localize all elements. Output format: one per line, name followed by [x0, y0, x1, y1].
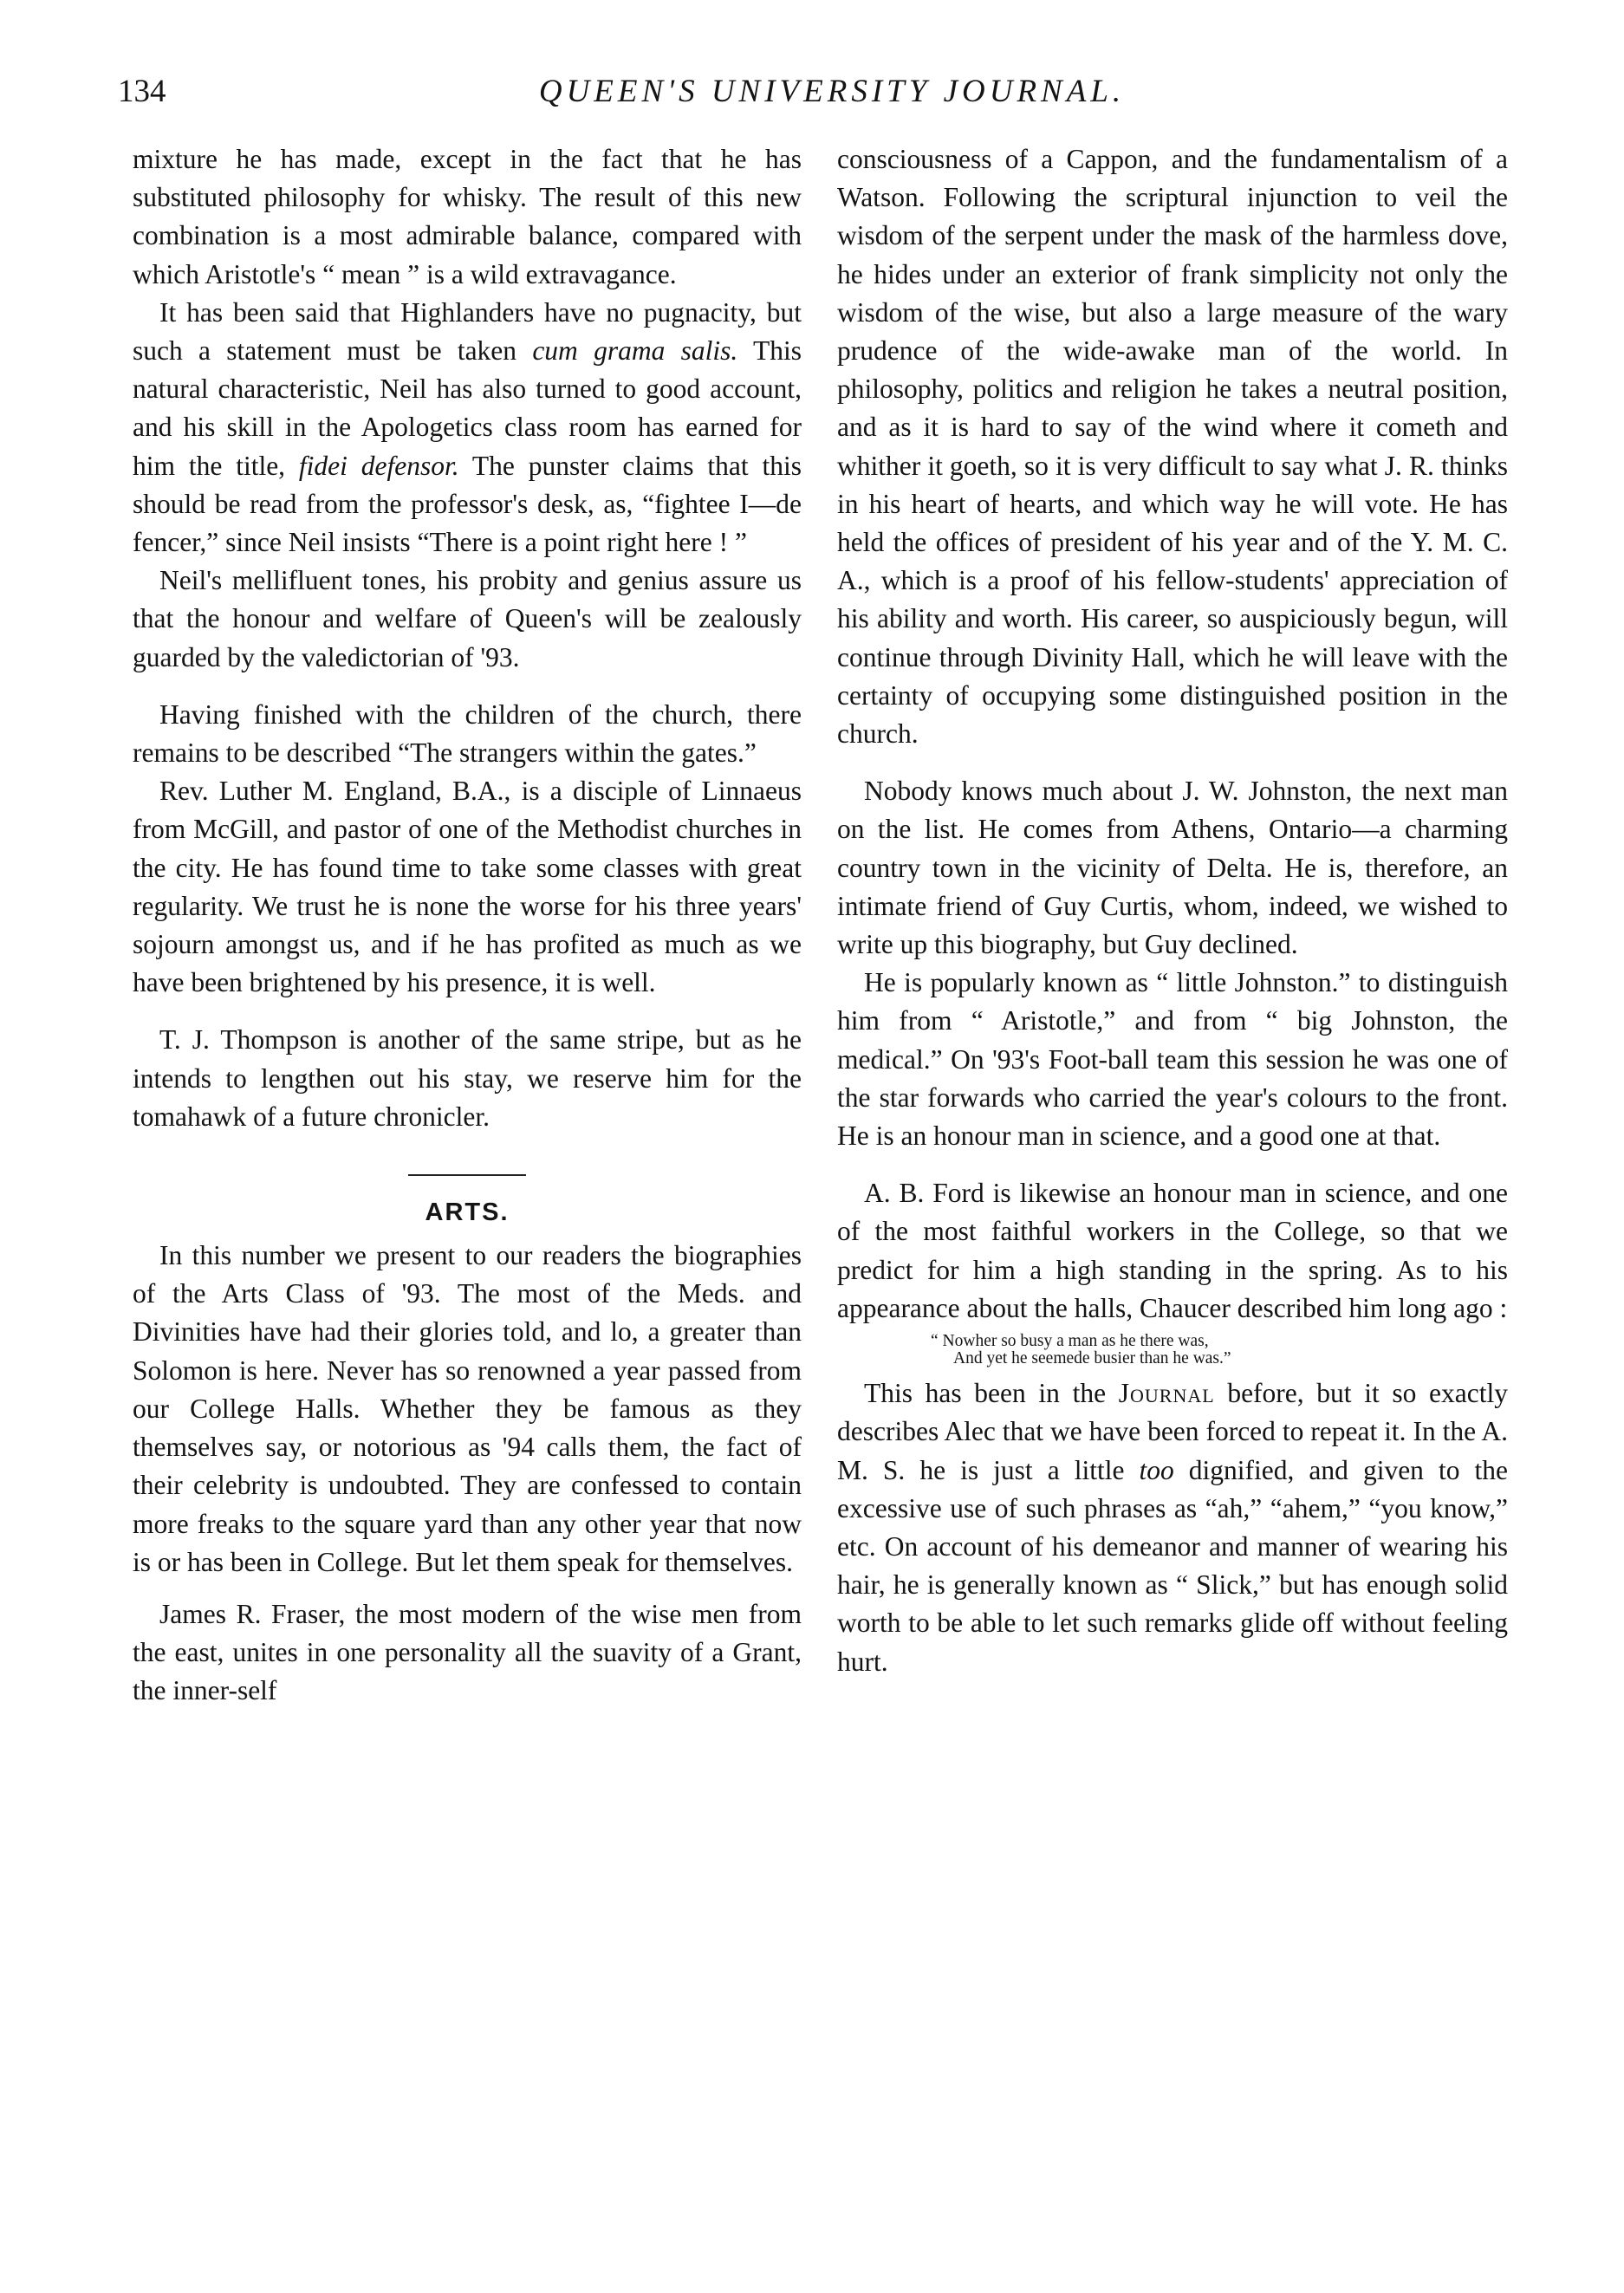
paragraph: Neil's mellifluent tones, his probity and genius assure us that the honour and welfare of Queen's will be zealously guarded by the valedictorian of '93. [133, 565, 802, 672]
latin-phrase: cum grama salis. [532, 335, 738, 367]
paragraph: A. B. Ford is likewise an honour man in science, and one of the most faithful workers in the College, so that we predict for him a high standing in the spring. As to his appearance about the halls, Chaucer described him long ago : [837, 1178, 1508, 1323]
paragraph-text: before, but it so exactly describes Alec that we have been forced to repeat it. In the A. M. S. he is just a little [837, 1378, 1508, 1485]
paragraph: Nobody knows much about J. W. Johnston, the next man on the list. He comes from Athens, Ontario—a charming country town in the vicinity of Delta. He is, therefore, an intimate friend of Guy Curtis, whom, indeed, we wished to write up this biography, but Guy declined. [837, 776, 1508, 960]
quote-line: “ Nowher so busy a man as he there was, [931, 1332, 1209, 1351]
paragraph: consciousness of a Cappon, and the fundamentalism of a Watson. Following the scriptural injunction to veil the wisdom of the serpent under the mask of the harmless dove, he hides under an exterior of frank simplicity not only the wisdom of the wise, but also a large measure of the wary prudence of the wide-awake man of the world. In philosophy, politics and religion he takes a neutral position, and as it is hard to say of the wind where it cometh and whither it goeth, so it is very difficult to say what J. R. thinks in his heart of hearts, and which way he will vote. He has held the offices of president of his year and of the Y. M. C. A., which is a proof of his fellow-students' appreciation of his ability and worth. His career, so auspiciously begun, will continue through Divinity Hall, which he will leave with the certainty of occupying some distinguished position in the church. [837, 144, 1508, 750]
left-column [133, 140, 802, 1711]
journal-name: Journal [1118, 1378, 1215, 1409]
paragraph-text: It has been said that Highlanders have no pugnacity, but such a statement must be taken [133, 296, 802, 367]
paragraph: mixture he has made, except in the fact that he has substituted philosophy for whisky. The result of this new combination is a most admirable balance, compared with which Aristotle's “ mean ” is a wild extravagance. [133, 144, 802, 289]
emphasis: too [1139, 1454, 1174, 1485]
right-column [837, 140, 1508, 1681]
paragraph: Rev. Luther M. England, B.A., is a disciple of Linnaeus from McGill, and pastor of one of the Methodist churches in the city. He has found time to take some classes with great regularity. We trust he is none the worse for his three years' sojourn amongst us, and if he has profited as much as we have been brightened by his presence, it is well. [133, 776, 802, 998]
paragraph: T. J. Thompson is another of the same stripe, but as he intends to lengthen out his stay, we reserve him for the tomahawk of a future chronicler. [133, 1024, 802, 1132]
quote-line: And yet he seemede busier than he was.” [953, 1349, 1231, 1368]
paragraph: James R. Fraser, the most modern of the wise men from the east, unites in one personality all the suavity of a Grant, the inner-self [133, 1598, 802, 1706]
paragraph-text: dignified, and given to the excessive use of such phrases as “ah,” “ahem,” “you know,” etc. On account of his demeanor and manner of wearing his hair, he is generally known as “ Slick,” but has enough solid worth to be able to let such remarks glide off without feeling hurt. [837, 1454, 1508, 1677]
paragraph [133, 294, 802, 562]
paragraph: Having finished with the children of the church, there remains to be described “The strangers within the gates.” [133, 698, 802, 769]
latin-phrase: fidei defensor. [298, 450, 459, 481]
paragraph-text: This has been in the [864, 1378, 1119, 1409]
paragraph-text: This natural characteristic, Neil has also turned to good account, and his skill in the Apologetics class room has earned for him the title, [133, 335, 802, 481]
paragraph: He is popularly known as “ little Johnston.” to distinguish him from “ Aristotle,” and from “ big Johnston, the medical.” On '93's Foot-ball team this session he was one of the star forwards who carried the year's colours to the front. He is an honour man in science, and a good one at that. [837, 967, 1508, 1152]
paragraph [837, 1374, 1508, 1681]
section-heading: ARTS. [425, 1198, 510, 1227]
paragraph-text: The punster claims that this should be read from the professor's desk, as, “fightee I—de fencer,” since Neil insists “There is a point right here ! ” [133, 450, 802, 558]
page-header [113, 64, 1517, 125]
section-divider [408, 1174, 526, 1176]
running-title: QUEEN'S UNIVERSITY JOURNAL. [538, 74, 1126, 109]
page-number: 134 [118, 74, 166, 109]
paragraph: In this number we present to our readers the biographies of the Arts Class of '93. The most of the Meds. and Divinities have had their glories told, and lo, a greater than Solomon is here. Never has so renowned a year passed from our College Halls. Whether they be famous as they themselves say, or notorious as '94 calls them, the fact of their celebrity is undoubted. They are confessed to contain more freaks to the square yard than any other year that now is or has been in College. But let them speak for themselves. [133, 1240, 802, 1577]
verse-quote [837, 1333, 1508, 1367]
